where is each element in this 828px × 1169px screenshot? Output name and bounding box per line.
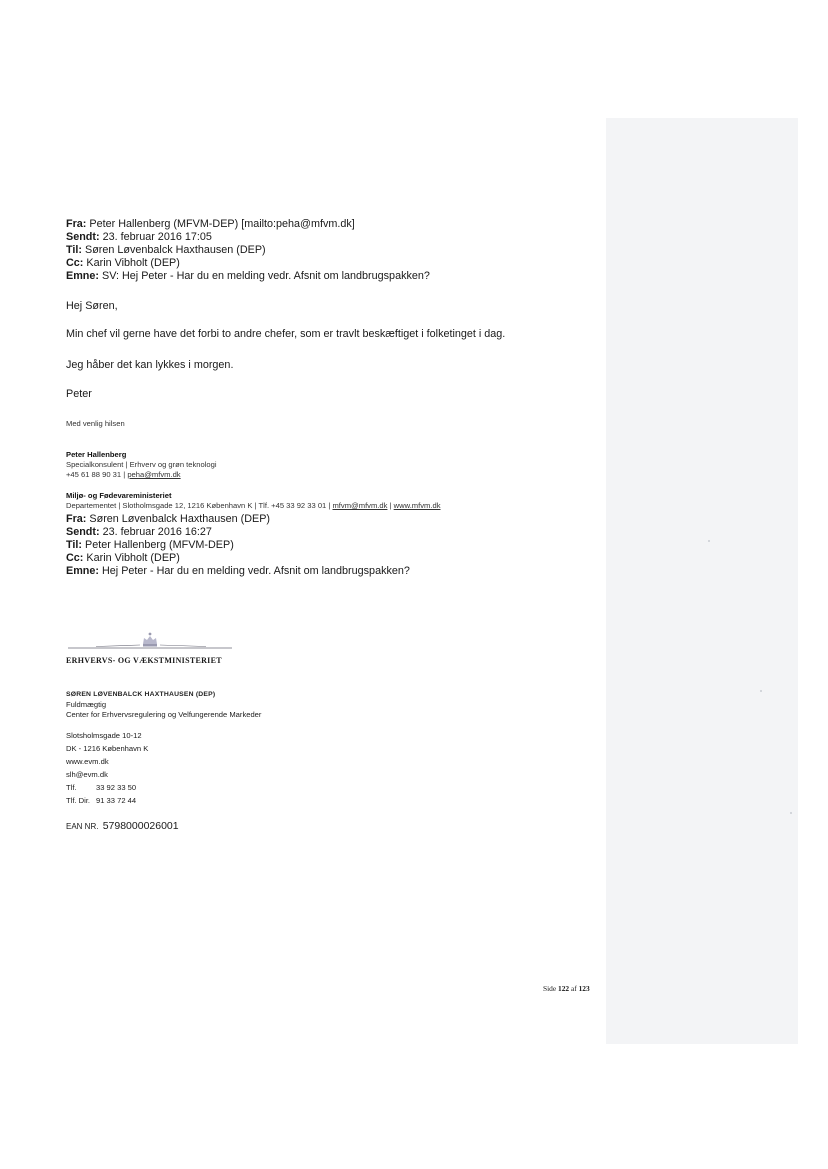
ministry-address: Departementet | Slotholmsgade 12, 1216 København K | Tlf. +45 33 92 33 01 | mfvm@mfvm.dk | www.mfvm.dk	[66, 501, 441, 510]
orig-sent-line	[66, 526, 212, 539]
orig-from-label: Fra:	[66, 513, 87, 525]
from-value: Peter Hallenberg (MFVM-DEP) [mailto:peha@mfvm.dk]	[89, 218, 355, 230]
sig2-email-link[interactable]: slh@evm.dk	[66, 770, 108, 779]
greeting: Hej Søren,	[66, 300, 118, 312]
scan-speck	[760, 690, 762, 692]
sig2-street: Slotsholmsgade 10-12	[66, 731, 142, 740]
orig-to-line	[66, 539, 234, 552]
sig2-direct-phone	[66, 796, 136, 805]
sig2-phone-value: 33 92 33 50	[96, 783, 137, 792]
sent-value: 23. februar 2016 17:05	[102, 231, 212, 243]
signature-name	[66, 450, 126, 459]
closing: Med venlig hilsen	[66, 419, 125, 428]
sig2-city: DK - 1216 København K	[66, 744, 149, 753]
subject-value: SV: Hej Peter - Har du en melding vedr. Afsnit om landbrugspakken?	[102, 270, 430, 282]
scan-speck	[708, 540, 710, 542]
ean-value: 5798000026001	[102, 820, 179, 832]
signature-email-link[interactable]: peha@mfvm.dk	[127, 470, 181, 479]
signature-title: Specialkonsulent | Erhverv og grøn teknologi	[66, 460, 217, 469]
body-line-2: Jeg håber det kan lykkes i morgen.	[66, 359, 234, 371]
sender-name: Peter	[66, 388, 92, 400]
signature-phone: +45 61 88 90 31	[66, 470, 122, 479]
to-label: Til:	[66, 244, 82, 256]
orig-cc-label: Cc:	[66, 552, 84, 564]
sig2-direct-phone-value: 91 33 72 44	[96, 796, 137, 805]
sig2-phone	[66, 783, 136, 792]
sig2-name: SØREN LØVENBALCK HAXTHAUSEN (DEP)	[66, 691, 216, 698]
cc-value: Karin Vibholt (DEP)	[86, 257, 180, 269]
to-value: Søren Løvenbalck Haxthausen (DEP)	[85, 244, 266, 256]
sent-line	[66, 231, 212, 244]
orig-cc-line	[66, 552, 180, 565]
orig-to-value: Peter Hallenberg (MFVM-DEP)	[85, 539, 234, 551]
logo-text: ERHVERVS- OG VÆKSTMINISTERIET	[66, 656, 222, 665]
to-line	[66, 244, 266, 257]
page-current: 122	[558, 984, 570, 993]
signature-contact: +45 61 88 90 31 | peha@mfvm.dk	[66, 470, 181, 479]
subject-line	[66, 270, 430, 283]
page-number	[543, 984, 590, 993]
ministry-name-text: Miljø- og Fødevareministeriet	[66, 491, 172, 500]
subject-label: Emne:	[66, 270, 99, 282]
orig-cc-value: Karin Vibholt (DEP)	[86, 552, 180, 564]
ministry-web-link[interactable]: www.mfvm.dk	[393, 501, 441, 510]
scan-speck	[790, 812, 792, 814]
sent-label: Sendt:	[66, 231, 100, 243]
sig2-title: Fuldmægtig	[66, 700, 107, 709]
cc-label: Cc:	[66, 257, 84, 269]
from-label: Fra:	[66, 218, 87, 230]
page-sep: af	[570, 984, 577, 993]
body-line-1: Min chef vil gerne have det forbi to andre chefer, som er travlt beskæftiget i folketinget i dag.	[66, 328, 506, 340]
from-line	[66, 218, 355, 231]
sig2-web-link[interactable]: www.evm.dk	[66, 757, 109, 766]
orig-subject-line	[66, 565, 410, 578]
orig-from-value: Søren Løvenbalck Haxthausen (DEP)	[89, 513, 271, 525]
ean-label: EAN NR.	[66, 822, 99, 831]
orig-subject-value: Hej Peter - Har du en melding vedr. Afsnit om landbrugspakken?	[102, 565, 410, 577]
ministry-name	[66, 491, 172, 500]
orig-subject-label: Emne:	[66, 565, 99, 577]
orig-sent-label: Sendt:	[66, 526, 100, 538]
ministry-email-link[interactable]: mfvm@mfvm.dk	[332, 501, 388, 510]
ministry-address-text: Departementet | Slotholmsgade 12, 1216 København K | Tlf. +45 33 92 33 01 |	[66, 501, 331, 510]
crown-icon	[66, 628, 246, 654]
orig-sent-value: 23. februar 2016 16:27	[102, 526, 212, 538]
scan-shadow-band	[606, 118, 798, 1044]
page-total: 123	[578, 984, 590, 993]
sig2-phone-label: Tlf.	[66, 783, 77, 792]
cc-line	[66, 257, 180, 270]
ean-number	[66, 820, 179, 832]
ministry-logo	[66, 628, 246, 672]
orig-to-label: Til:	[66, 539, 82, 551]
sig2-department: Center for Erhvervsregulering og Velfungerende Markeder	[66, 710, 262, 719]
orig-from-line	[66, 513, 270, 526]
sig2-direct-phone-label: Tlf. Dir.	[66, 796, 91, 805]
page-prefix: Side	[543, 984, 557, 993]
signature-name-text: Peter Hallenberg	[66, 450, 127, 459]
